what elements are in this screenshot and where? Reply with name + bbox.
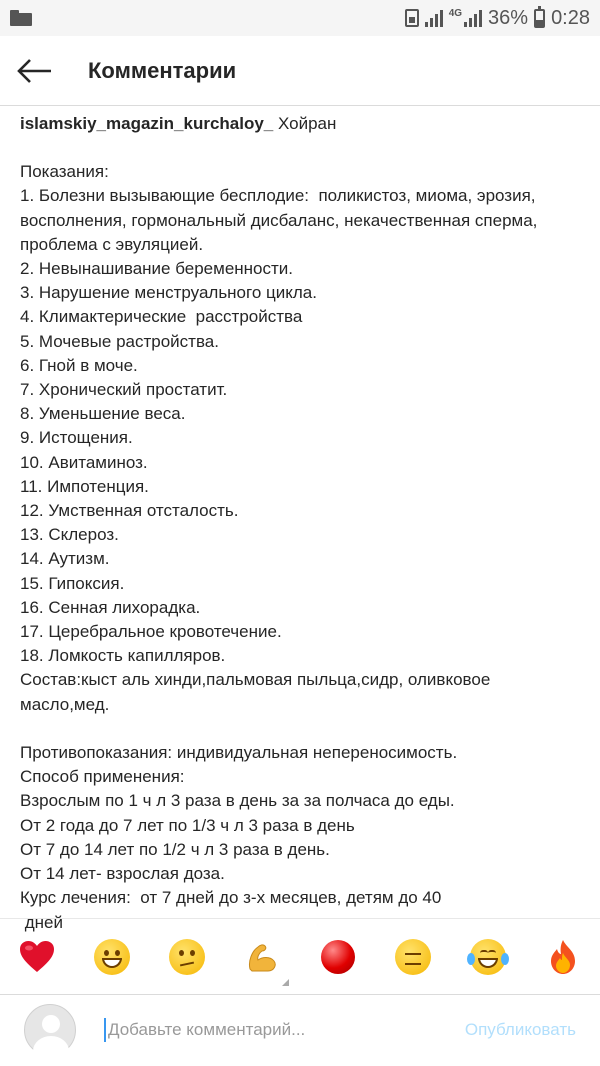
- status-bar-right: [405, 7, 590, 30]
- fire-emoji[interactable]: [544, 938, 582, 976]
- skin-tone-indicator-icon: [282, 979, 289, 986]
- neutral-face-emoji[interactable]: [394, 938, 432, 976]
- heart-emoji[interactable]: [18, 938, 56, 976]
- red-circle-icon: [321, 940, 355, 974]
- comment-list: [0, 106, 600, 932]
- tears-of-joy-face-icon: [470, 939, 506, 975]
- arrow-left-icon: [17, 59, 53, 83]
- flexed-biceps-icon: [244, 939, 280, 975]
- status-bar-left: [10, 10, 32, 26]
- comment-input[interactable]: [104, 1018, 455, 1042]
- app-bar: [0, 36, 600, 106]
- folder-icon: [10, 10, 32, 26]
- confused-emoji[interactable]: [168, 938, 206, 976]
- heart-icon: [19, 940, 55, 974]
- sim-icon: [405, 9, 419, 27]
- network-type-label: 4G: [448, 7, 463, 19]
- publish-button[interactable]: Опубликовать: [464, 1020, 576, 1039]
- battery-percent: 36%: [488, 6, 529, 29]
- comment-username[interactable]: islamskiy_magazin_kurchaloy_: [20, 114, 274, 133]
- page-title: Комментарии: [88, 57, 237, 83]
- comment-header: [20, 112, 580, 136]
- red-circle-emoji[interactable]: [319, 938, 357, 976]
- status-bar: [0, 0, 600, 36]
- clock: 0:28: [551, 6, 590, 29]
- fire-icon: [548, 939, 578, 975]
- comment-first-word: Хойран: [277, 114, 337, 133]
- battery-icon: [534, 9, 545, 28]
- tears-of-joy-emoji[interactable]: [469, 938, 507, 976]
- avatar: [24, 1004, 76, 1056]
- signal-icon: [464, 9, 482, 27]
- grinning-face-icon: [94, 939, 130, 975]
- flexed-biceps-emoji[interactable]: [243, 938, 281, 976]
- grinning-emoji[interactable]: [93, 938, 131, 976]
- comment-composer: [0, 994, 600, 1065]
- signal-icon: [425, 9, 443, 27]
- comment-text: Показания: 1. Болезни вызывающие бесплодие: поликистоз, миома, эрозия, восполнения, гормональный дисбаланс, некачественная сперма, проблема с эвуляцией. 2. Невынашивание беременности. 3. Нарушение менструального цикла. 4. Климактерические расстройства 5. Мочевые растройства. 6. Гной в моче. 7. Хронический простатит. 8. Уменьшение веса. 9. Истощения. 10. Авитаминоз. 11. Импотенция. 12. Умственная отсталость. 13. Склероз. 14. Аутизм. 15. Гипоксия. 16. Сенная лихорадка. 17. Церебральное кровотечение. 18. Ломкость капилляров. Состав:кыст аль хинди,пальмовая пыльца,сидр, оливковое масло,мед. Противопоказания: индивидуальная непереносимость. Способ применения: Взрослым по 1 ч л 3 раза в день за за полчаса до еды. От 2 года до 7 лет по 1/3 ч л 3 раза в день От 7 до 14 лет по 1/2 ч л 3 раза в день. От 14 лет- взрослая доза. Курс лечения: от 7 дней до з-х месяцев, детям до 40 дней: [20, 162, 538, 932]
- expressionless-face-icon: [395, 939, 431, 975]
- back-button[interactable]: [0, 36, 70, 106]
- confused-face-icon: [169, 939, 205, 975]
- emoji-quick-bar: [0, 918, 600, 994]
